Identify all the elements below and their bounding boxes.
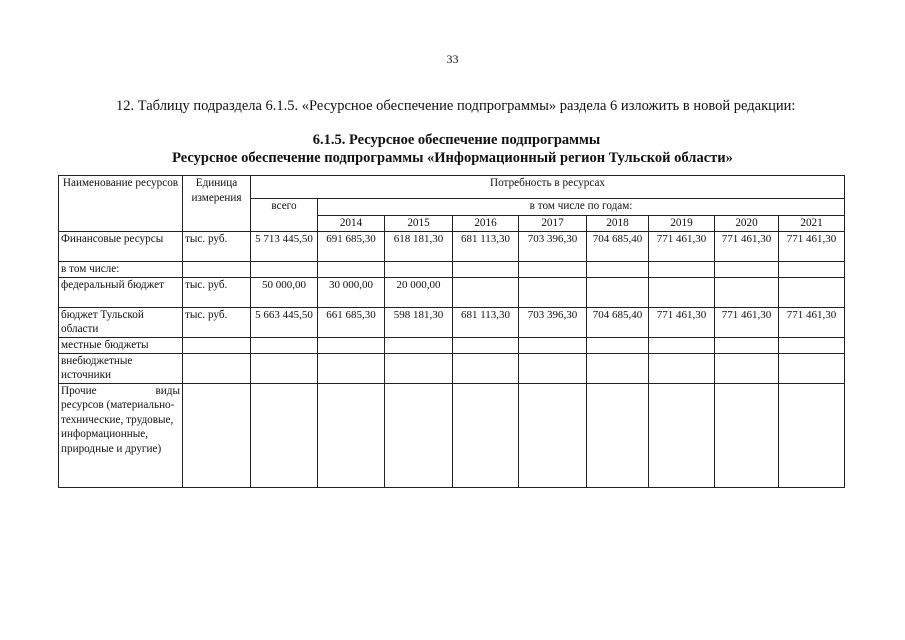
header-by-years: в том числе по годам: [318, 199, 845, 216]
row-name: федеральный бюджет [59, 277, 183, 307]
row-year-value: 681 113,30 [453, 307, 519, 337]
row-year-value [519, 277, 587, 307]
header-year: 2020 [715, 216, 779, 232]
resource-table [58, 175, 845, 488]
row-name: в том числе: [59, 261, 183, 277]
row-year-value [587, 277, 649, 307]
row-total: 50 000,00 [251, 277, 318, 307]
row-year-value [453, 353, 519, 383]
header-total: всего [251, 199, 318, 232]
section-titles [0, 131, 905, 167]
intro-paragraph: 12. Таблицу подраздела 6.1.5. «Ресурсное обеспечение подпрограммы» раздела 6 изложить в новой редакции: [116, 98, 796, 114]
row-unit [183, 383, 251, 487]
row-year-value [649, 277, 715, 307]
row-year-value [385, 261, 453, 277]
header-need: Потребность в ресурсах [251, 176, 845, 199]
row-year-value: 691 685,30 [318, 231, 385, 261]
row-year-value [715, 261, 779, 277]
row-name: бюджет Тульской области [59, 307, 183, 337]
row-year-value: 771 461,30 [779, 231, 845, 261]
row-name-rest: ресурсов (материально-технические, трудовые, информационные, природные и другие) [61, 399, 175, 455]
header-year: 2015 [385, 216, 453, 232]
row-year-value: 771 461,30 [649, 231, 715, 261]
row-year-value [587, 337, 649, 353]
table-row [59, 337, 845, 353]
page-number: 33 [446, 52, 459, 66]
row-year-value: 661 685,30 [318, 307, 385, 337]
row-year-value: 704 685,40 [587, 231, 649, 261]
row-year-value [385, 337, 453, 353]
table-row [59, 307, 845, 337]
row-year-value [519, 337, 587, 353]
row-unit: тыс. руб. [183, 277, 251, 307]
row-year-value: 771 461,30 [779, 307, 845, 337]
table-row [59, 231, 845, 261]
row-year-value [779, 353, 845, 383]
row-year-value [318, 261, 385, 277]
row-year-value: 598 181,30 [385, 307, 453, 337]
table-row [59, 353, 845, 383]
row-unit [183, 337, 251, 353]
row-total [251, 337, 318, 353]
table-row [59, 277, 845, 307]
header-year: 2017 [519, 216, 587, 232]
row-unit [183, 261, 251, 277]
row-year-value: 20 000,00 [385, 277, 453, 307]
row-year-value: 681 113,30 [453, 231, 519, 261]
row-year-value: 771 461,30 [715, 307, 779, 337]
row-year-value [519, 383, 587, 487]
row-name: внебюджетные источники [59, 353, 183, 383]
row-year-value [587, 261, 649, 277]
row-year-value [385, 353, 453, 383]
row-year-value [779, 277, 845, 307]
header-year: 2016 [453, 216, 519, 232]
row-unit [183, 353, 251, 383]
row-year-value [318, 337, 385, 353]
row-year-value: 30 000,00 [318, 277, 385, 307]
row-year-value [385, 383, 453, 487]
header-year: 2021 [779, 216, 845, 232]
row-year-value [715, 383, 779, 487]
table-row [59, 383, 845, 487]
table-row [59, 261, 845, 277]
row-year-value [453, 277, 519, 307]
row-year-value [649, 261, 715, 277]
row-unit: тыс. руб. [183, 307, 251, 337]
row-year-value [779, 337, 845, 353]
row-year-value [715, 277, 779, 307]
row-year-value [519, 353, 587, 383]
row-total: 5 663 445,50 [251, 307, 318, 337]
row-year-value [453, 261, 519, 277]
row-year-value [318, 383, 385, 487]
header-year: 2019 [649, 216, 715, 232]
header-unit: Единица измерения [183, 176, 251, 232]
row-year-value: 703 396,30 [519, 231, 587, 261]
row-name: Финансовые ресурсы [59, 231, 183, 261]
row-total [251, 353, 318, 383]
row-year-value: 703 396,30 [519, 307, 587, 337]
row-year-value: 771 461,30 [649, 307, 715, 337]
row-year-value [587, 383, 649, 487]
header-name: Наименование ресурсов [59, 176, 183, 232]
row-year-value [779, 261, 845, 277]
row-total [251, 383, 318, 487]
row-name-first-line: Прочие виды [61, 384, 180, 397]
row-year-value: 704 685,40 [587, 307, 649, 337]
row-year-value: 618 181,30 [385, 231, 453, 261]
row-year-value [453, 383, 519, 487]
header-year: 2014 [318, 216, 385, 232]
row-year-value [649, 337, 715, 353]
row-year-value [587, 353, 649, 383]
row-total [251, 261, 318, 277]
row-year-value [649, 353, 715, 383]
row-year-value [649, 383, 715, 487]
header-year: 2018 [587, 216, 649, 232]
row-year-value [453, 337, 519, 353]
row-year-value [318, 353, 385, 383]
table-title: Ресурсное обеспечение подпрограммы «Информационный регион Тульской области» [172, 150, 733, 166]
row-year-value [715, 337, 779, 353]
row-year-value [779, 383, 845, 487]
row-year-value: 771 461,30 [715, 231, 779, 261]
row-total: 5 713 445,50 [251, 231, 318, 261]
row-unit: тыс. руб. [183, 231, 251, 261]
row-name [59, 383, 183, 487]
row-year-value [715, 353, 779, 383]
row-name: местные бюджеты [59, 337, 183, 353]
row-year-value [519, 261, 587, 277]
section-title: 6.1.5. Ресурсное обеспечение подпрограммы [312, 132, 601, 148]
